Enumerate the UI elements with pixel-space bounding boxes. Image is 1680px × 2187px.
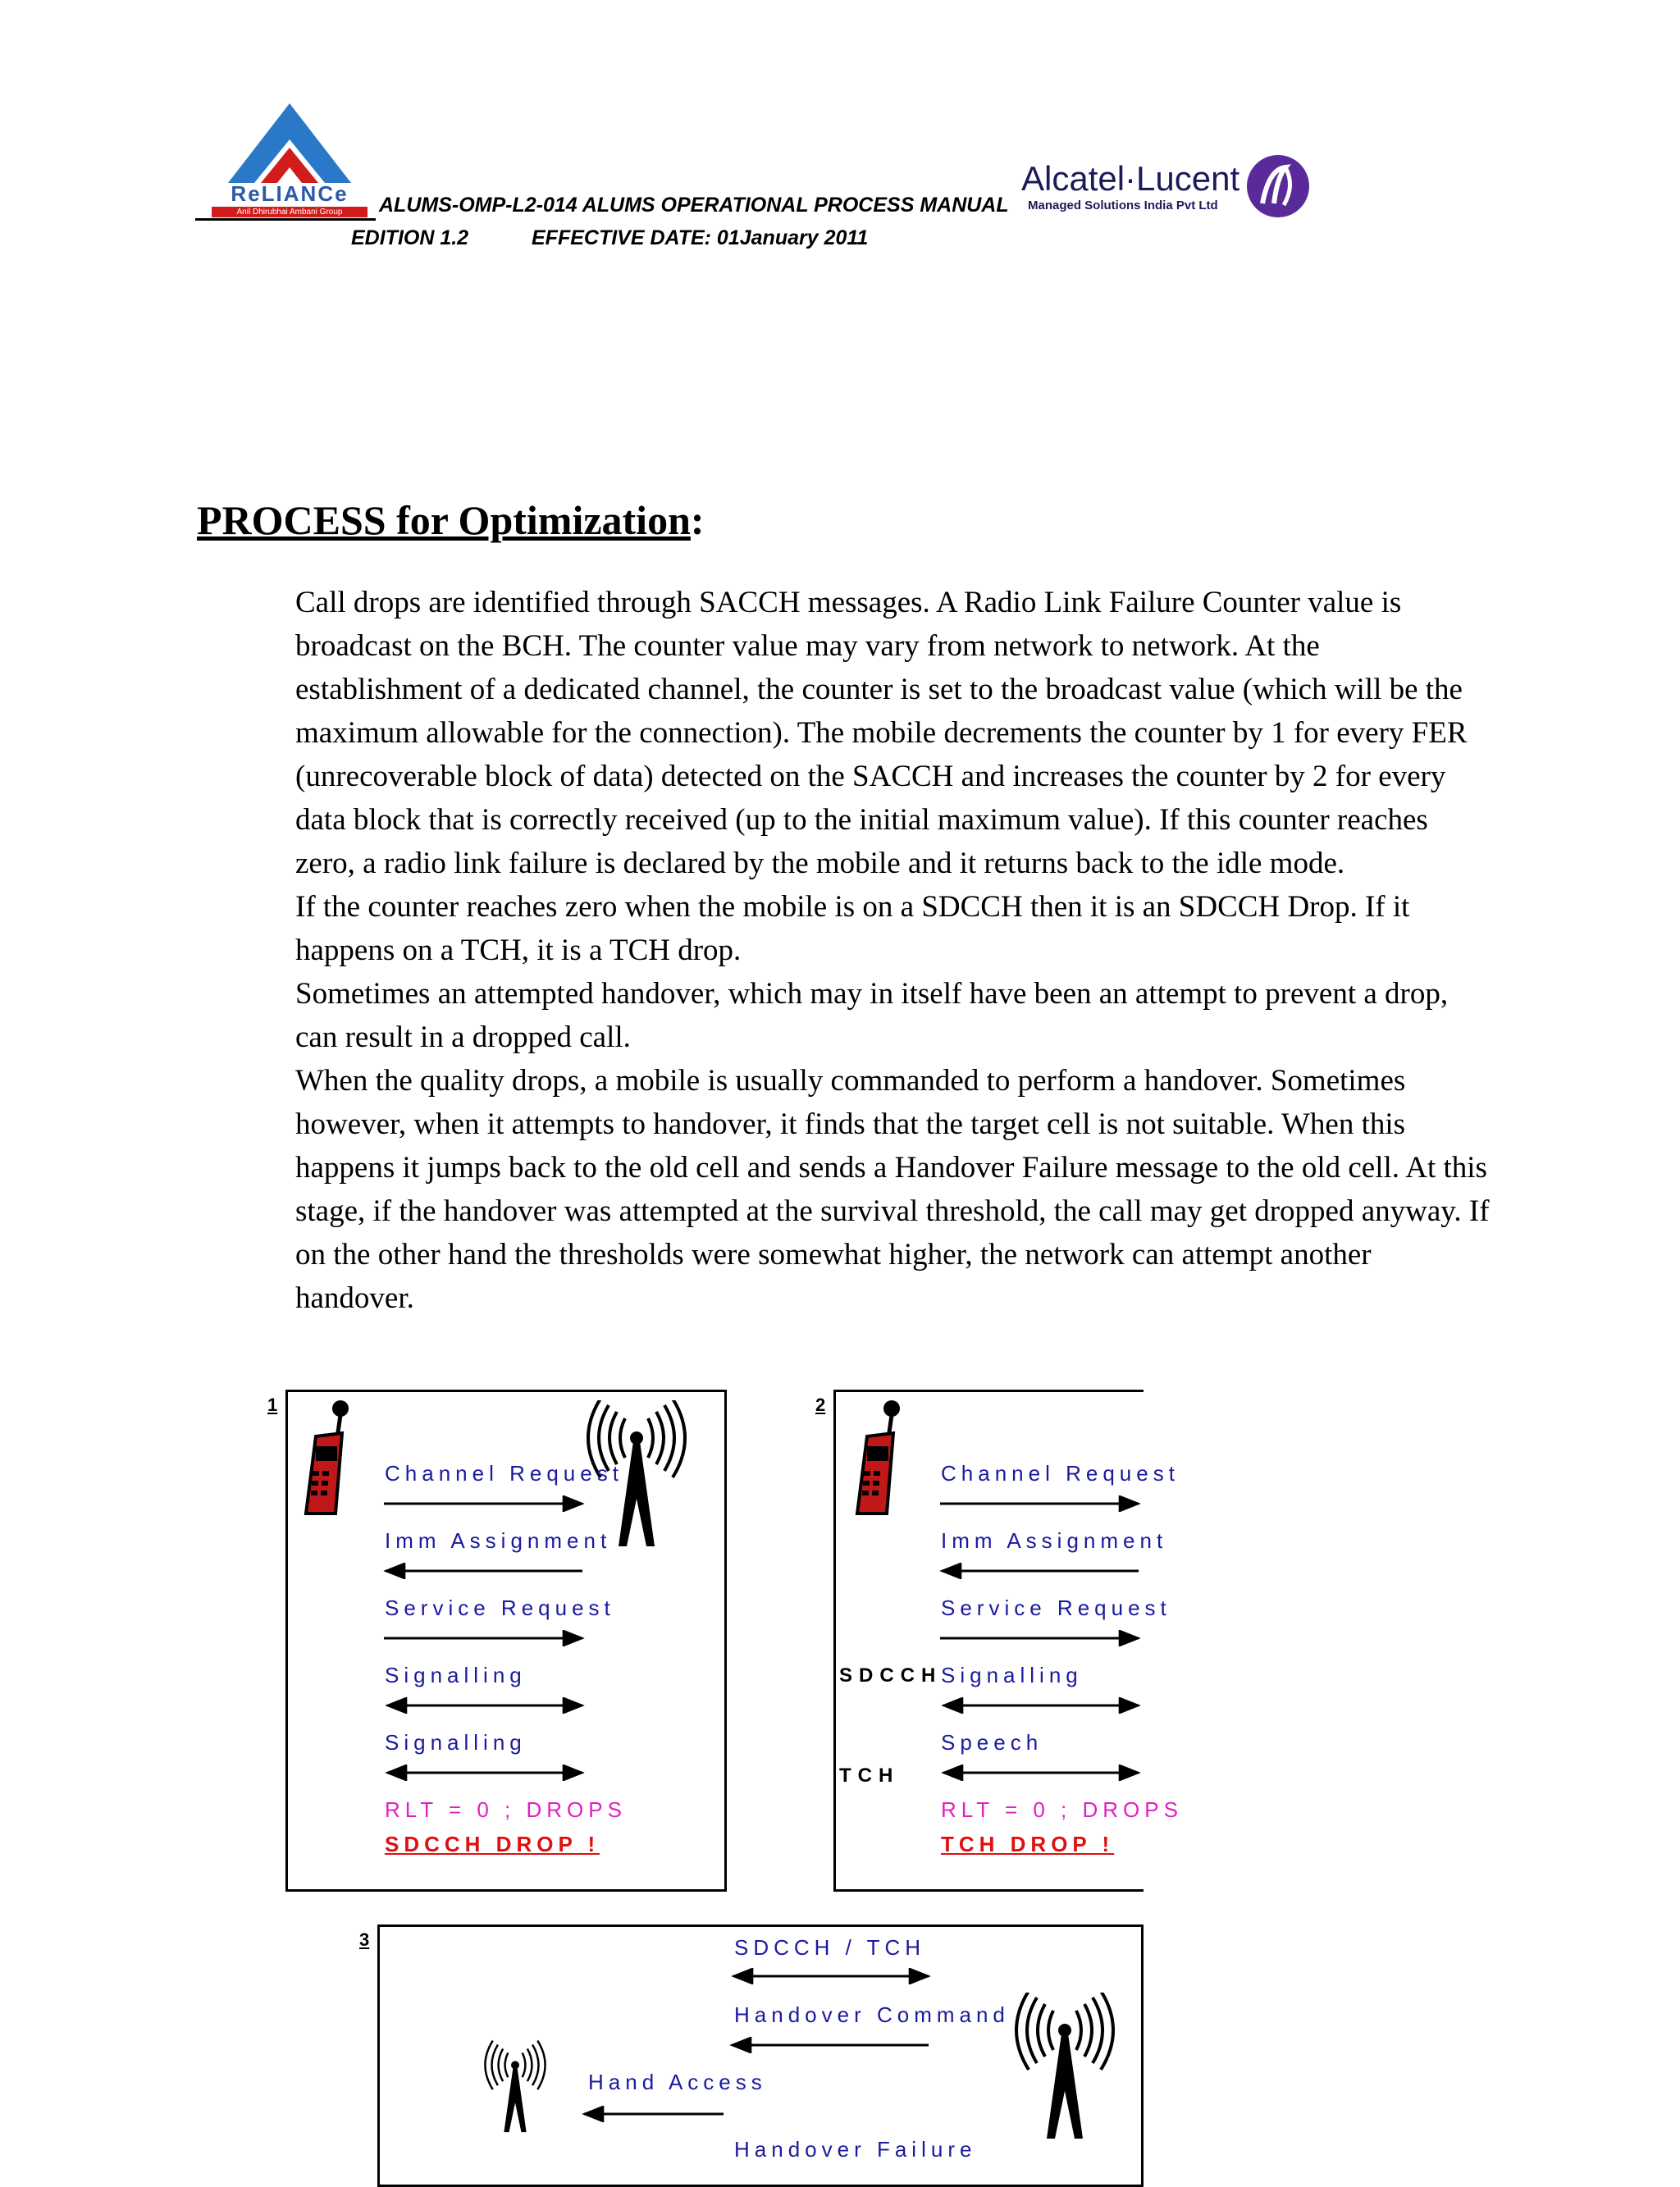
doc-code: ALUMS-OMP-L2-014 ALUMS OPERATIONAL PROCESS MANUAL [379,194,1009,217]
reliance-logo-text: ReLIANCe [231,181,349,206]
arrow-right [938,1630,1144,1646]
arrow-left [581,2106,728,2122]
diagram-3 [377,1924,1144,2187]
msg-sdcch-tch: SDCCH / TCH [734,1935,926,1960]
paragraph: If the counter reaches zero when the mobile is on a SDCCH then it is an SDCCH Drop. If it happens on a TCH, it is a TCH drop. [295,890,1410,967]
arrow-right [938,1495,1144,1512]
msg-handover-failure: Handover Failure [734,2137,977,2162]
arrow-left [938,1563,1144,1579]
msg-service-request: Service Request [385,1596,615,1620]
sdcch-tag: SDCCH [839,1664,943,1687]
diagram-1-number: 1 [267,1395,278,1415]
msg-speech: Speech [941,1730,1043,1755]
diagram-2-number: 2 [815,1395,826,1415]
arrow-left [382,1563,587,1579]
msg-signalling: Signalling [385,1663,527,1687]
msg-service-request: Service Request [941,1596,1171,1620]
rlt-drops-label: RLT = 0 ; DROPS [385,1797,627,1822]
arrow-bidirectional [938,1697,1144,1714]
mobile-phone-icon [299,1399,357,1522]
page-title [197,496,705,544]
alcatel-logo-subtitle: Managed Solutions India Pvt Ltd [1028,199,1218,212]
diagram-2 [833,1390,1183,1892]
arrow-right [382,1495,587,1512]
body-text [295,581,1493,1320]
reliance-logo-icon [212,97,368,187]
header-underline [195,218,376,221]
msg-handover-command: Handover Command [734,2002,1010,2027]
alcatel-logo [1021,149,1317,223]
tch-tag: TCH [839,1765,900,1787]
msg-imm-assignment: Imm Assignment [941,1528,1168,1553]
page-title-main: PROCESS for Optimization [197,497,691,543]
paragraph: Sometimes an attempted handover, which may in itself have been an attempt to prevent a drop, can result in a dropped call. [295,977,1449,1054]
arrow-right [382,1630,587,1646]
tch-drop-label: TCH DROP ! [941,1832,1115,1856]
target-bts-tower-icon [482,2034,548,2173]
msg-hand-access: Hand Access [588,2070,767,2094]
diagram-3-number: 3 [359,1929,370,1950]
alcatel-lucent-icon [1244,153,1312,220]
msg-imm-assignment: Imm Assignment [385,1528,612,1553]
serving-bts-tower-icon [1011,1993,1118,2148]
msg-channel-request: Channel Request [385,1461,623,1486]
diagram-1 [285,1390,727,1892]
edition: EDITION 1.2 [351,226,469,249]
arrow-left [728,2037,934,2053]
arrow-bidirectional [728,1968,934,1984]
msg-channel-request: Channel Request [941,1461,1180,1486]
effective-date: EFFECTIVE DATE: 01January 2011 [532,226,869,249]
paragraph: When the quality drops, a mobile is usually commanded to perform a handover. Sometimes however, when it attempts to handover, it finds that the target cell is not suitable. When this happens it jumps back to the old cell and sends a Handover Failure message to the old cell. At this stage, if the handover was attempted at the survival threshold, the call may get dropped anyway. If on the other hand the thresholds were somewhat higher, the network can attempt another handover. [295,1064,1490,1315]
arrow-bidirectional [938,1765,1144,1781]
sdcch-drop-label: SDCCH DROP ! [385,1832,600,1856]
page-title-suffix: : [690,497,705,543]
arrow-bidirectional [382,1765,587,1781]
paragraph: Call drops are identified through SACCH messages. A Radio Link Failure Counter value is broadcast on the BCH. The counter value may vary from network to network. At the establishment of a dedicated channel, the counter is set to the broadcast value (which will be the maximum allowable for the connection). The mobile decrements the counter by 1 for every FER (unrecoverable block of data) detected on the SACCH and increases the counter by 2 for every data block that is correctly received (up to the initial maximum value). If this counter reaches zero, a radio link failure is declared by the mobile and it returns back to the idle mode. [295,586,1468,880]
rlt-drops-label: RLT = 0 ; DROPS [941,1797,1183,1822]
msg-signalling: Signalling [941,1663,1083,1687]
mobile-phone-icon [851,1399,908,1522]
alcatel-logo-text: Alcatel·Lucent [1021,159,1240,198]
arrow-bidirectional [382,1697,587,1714]
reliance-logo-subtitle: Anil Dhirubhai Ambani Group [212,207,368,217]
reliance-logo [212,97,368,220]
msg-signalling: Signalling [385,1730,527,1755]
